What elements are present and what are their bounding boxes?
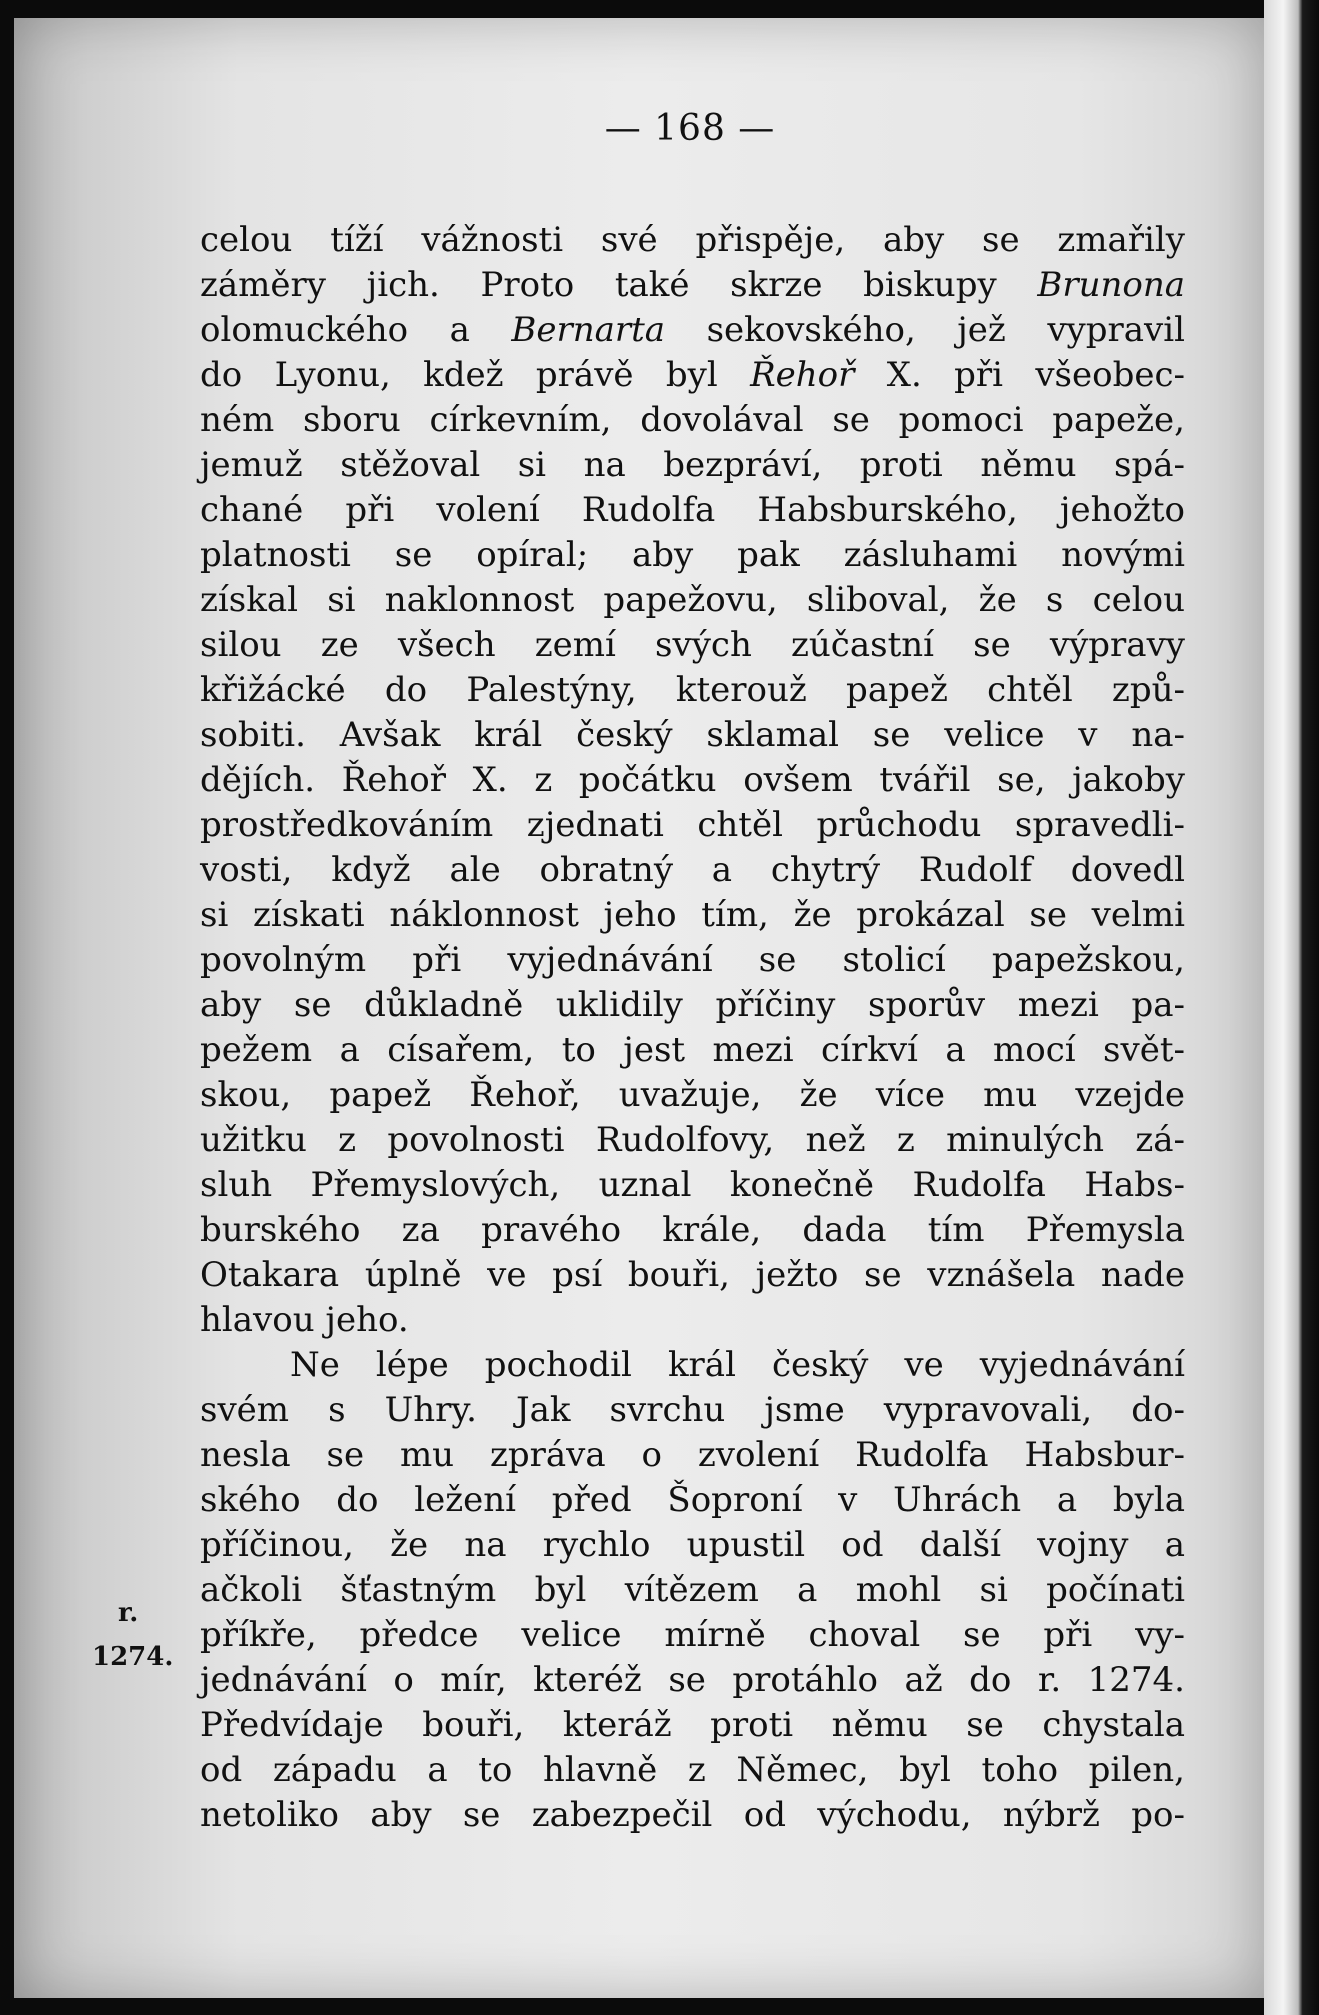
text-line: dějích. Řehoř X. z počátku ovšem tvářil se, jakoby [200,760,1185,800]
text-segment: X. při všeobec- [886,355,1185,395]
text-line: Otakara úplně ve psí bouři, ježto se vznášela nade [200,1255,1185,1295]
text-segment: záměry jich. Proto také skrze biskupy [200,265,997,305]
text-line-paragraph-end: hlavou jeho. [200,1300,409,1340]
text-line: netoliko aby se zabezpečil od východu, nýbrž po- [200,1795,1185,1835]
person-name-italic: Brunona [1037,265,1186,305]
text-line [200,263,1185,308]
text-line: chané při volení Rudolfa Habsburského, jehožto [200,490,1185,530]
text-line: jemuž stěžoval si na bezpráví, proti němu spá- [200,445,1185,485]
text-line-paragraph-start: Ne lépe pochodil král český ve vyjednávání [290,1345,1185,1385]
text-line: vosti, když ale obratný a chytrý Rudolf dovedl [200,850,1185,890]
margin-note-year: 1274. [92,1642,174,1672]
text-segment: sekovského, jež vypravil [706,310,1185,350]
text-line: nesla se mu zpráva o zvolení Rudolfa Habsbur- [200,1435,1185,1475]
margin-note-prefix: r. [118,1598,139,1628]
body-text [200,218,1185,1838]
text-line: prostředkováním zjednati chtěl průchodu spravedli- [200,805,1185,845]
book-binding-edge [1264,0,1319,2015]
text-line: burského za pravého krále, dada tím Přemysla [200,1210,1185,1250]
text-line [200,353,1185,398]
text-line: jednávání o mír, kteréž se protáhlo až do r. 1274. [200,1660,1185,1700]
text-line: celou tíží vážnosti své přispěje, aby se zmařily [200,220,1185,260]
text-line: povolným při vyjednávání se stolicí papežskou, [200,940,1185,980]
text-line: od západu a to hlavně z Němec, byl toho pilen, [200,1750,1185,1790]
text-line: sobiti. Avšak král český sklamal se velice v na- [200,715,1185,755]
text-line: získal si naklonnost papežovu, sliboval, že s celou [200,580,1185,620]
text-line: křižácké do Palestýny, kterouž papež chtěl způ- [200,670,1185,710]
text-line: příčinou, že na rychlo upustil od další vojny a [200,1525,1185,1565]
text-line: skou, papež Řehoř, uvažuje, že více mu vzejde [200,1075,1185,1115]
text-line: příkře, předce velice mírně choval se při vy- [200,1615,1185,1655]
person-name-italic: Bernarta [511,310,666,350]
text-line: Předvídaje bouři, kteráž proti němu se chystala [200,1705,1185,1745]
text-line [200,308,1185,353]
text-line: si získati náklonnost jeho tím, že prokázal se velmi [200,895,1185,935]
text-line: svém s Uhry. Jak svrchu jsme vypravovali, do- [200,1390,1185,1430]
page-number: — 168 — [604,108,776,149]
text-line: silou ze všech zemí svých zúčastní se výpravy [200,625,1185,665]
text-line: sluh Přemyslových, uznal konečně Rudolfa Habs- [200,1165,1185,1205]
text-line: ačkoli šťastným byl vítězem a mohl si počínati [200,1570,1185,1610]
text-line: platnosti se opíral; aby pak zásluhami novými [200,535,1185,575]
text-line: užitku z povolnosti Rudolfovy, než z minulých zá- [200,1120,1185,1160]
text-line: pežem a císařem, to jest mezi církví a mocí svět- [200,1030,1185,1070]
text-segment: do Lyonu, kdež právě byl [200,355,718,395]
text-line: aby se důkladně uklidily příčiny sporův mezi pa- [200,985,1185,1025]
text-line: ném sboru církevním, dovolával se pomoci papeže, [200,400,1185,440]
person-name-italic: Řehoř [750,355,855,395]
text-line: ského do ležení před Šoproní v Uhrách a byla [200,1480,1185,1520]
text-segment: olomuckého a [200,310,470,350]
